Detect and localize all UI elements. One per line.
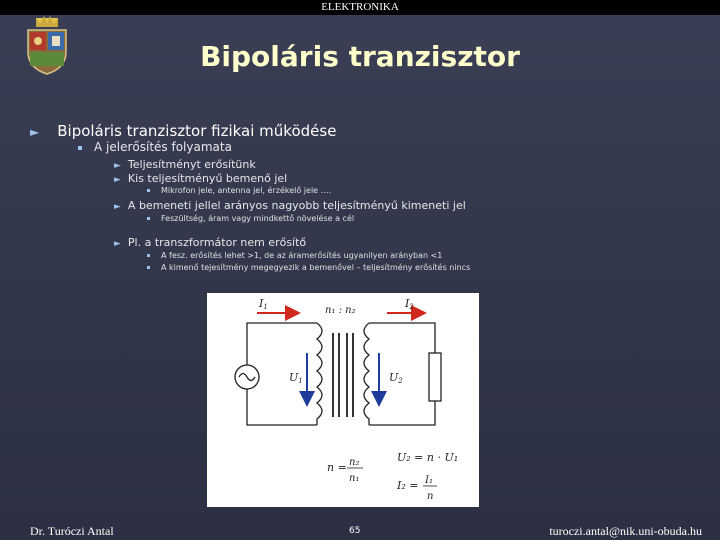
note-item bbox=[147, 251, 442, 260]
list-item-text: Kis teljesítményű bemenő jel bbox=[127, 172, 288, 185]
bullet-arrow-icon: ► bbox=[114, 161, 121, 171]
note-item bbox=[147, 263, 470, 272]
equation-ratio-num: n₂ bbox=[349, 457, 360, 468]
list-item-text: A bemeneti jellel arányos nagyobb teljesítményű kimeneti jel bbox=[127, 199, 466, 212]
note-item bbox=[147, 214, 354, 223]
sub-bullet-text: A jelerősítés folyamata bbox=[94, 140, 232, 154]
equation-current-left: I₂ = bbox=[397, 479, 419, 492]
secondary-coil bbox=[364, 323, 369, 425]
bullet-arrow-icon: ► bbox=[30, 125, 40, 139]
list-item-text: Pl. a transzformátor nem erősítő bbox=[127, 236, 307, 249]
square-bullet-icon bbox=[147, 217, 150, 220]
equation-ratio-den: n₁ bbox=[349, 473, 360, 484]
label-ratio: n₁ : n₂ bbox=[325, 305, 356, 316]
note-text: Feszültség, áram vagy mindkettő növelése a cél bbox=[161, 214, 355, 223]
bullet-arrow-icon: ► bbox=[114, 175, 121, 185]
list-item bbox=[114, 158, 256, 171]
square-bullet-icon bbox=[147, 254, 150, 257]
transformer-diagram bbox=[207, 293, 479, 507]
equation-ratio-left: n = bbox=[327, 461, 347, 474]
transformer-core bbox=[333, 333, 353, 417]
equation-current-den: n bbox=[427, 491, 434, 502]
list-item bbox=[114, 172, 287, 185]
note-item bbox=[147, 186, 331, 195]
header-bar bbox=[0, 0, 720, 15]
main-bullet-text: Bipoláris tranzisztor fizikai működése bbox=[57, 122, 337, 140]
list-item bbox=[114, 199, 466, 212]
primary-coil bbox=[317, 323, 322, 425]
equation-current-num: I₁ bbox=[425, 475, 433, 486]
page-number: 65 bbox=[349, 526, 361, 536]
main-bullet bbox=[30, 122, 336, 140]
square-bullet-icon bbox=[78, 146, 82, 150]
sub-bullet bbox=[78, 140, 232, 154]
course-title: ELEKTRONIKA bbox=[321, 1, 399, 13]
list-item bbox=[114, 236, 306, 249]
bullet-arrow-icon: ► bbox=[114, 202, 121, 212]
bullet-arrow-icon: ► bbox=[114, 239, 121, 249]
note-text: A fesz. erősítés lehet >1, de az áramerősítés ugyanilyen arányban <1 bbox=[161, 251, 443, 260]
label-i2: I2 bbox=[405, 297, 414, 311]
list-item-text: Teljesítményt erősítünk bbox=[127, 158, 256, 171]
slide-title: Bipoláris tranzisztor bbox=[200, 40, 520, 73]
equation-voltage: U₂ = n · U₁ bbox=[397, 451, 459, 464]
footer-email: turoczi.antal@nik.uni-obuda.hu bbox=[549, 524, 702, 538]
square-bullet-icon bbox=[147, 189, 150, 192]
label-u2: U2 bbox=[389, 371, 403, 385]
primary-circuit bbox=[235, 323, 317, 425]
footer-author: Dr. Turóczi Antal bbox=[30, 524, 114, 538]
note-text: A kimenő tejesítmény megegyezik a bemenővel – teljesítmény erősítés nincs bbox=[161, 263, 471, 272]
label-i1: I1 bbox=[259, 297, 268, 311]
label-u1: U1 bbox=[289, 371, 303, 385]
note-text: Mikrofon jele, antenna jel, érzékelő jele …. bbox=[161, 186, 332, 195]
square-bullet-icon bbox=[147, 266, 150, 269]
